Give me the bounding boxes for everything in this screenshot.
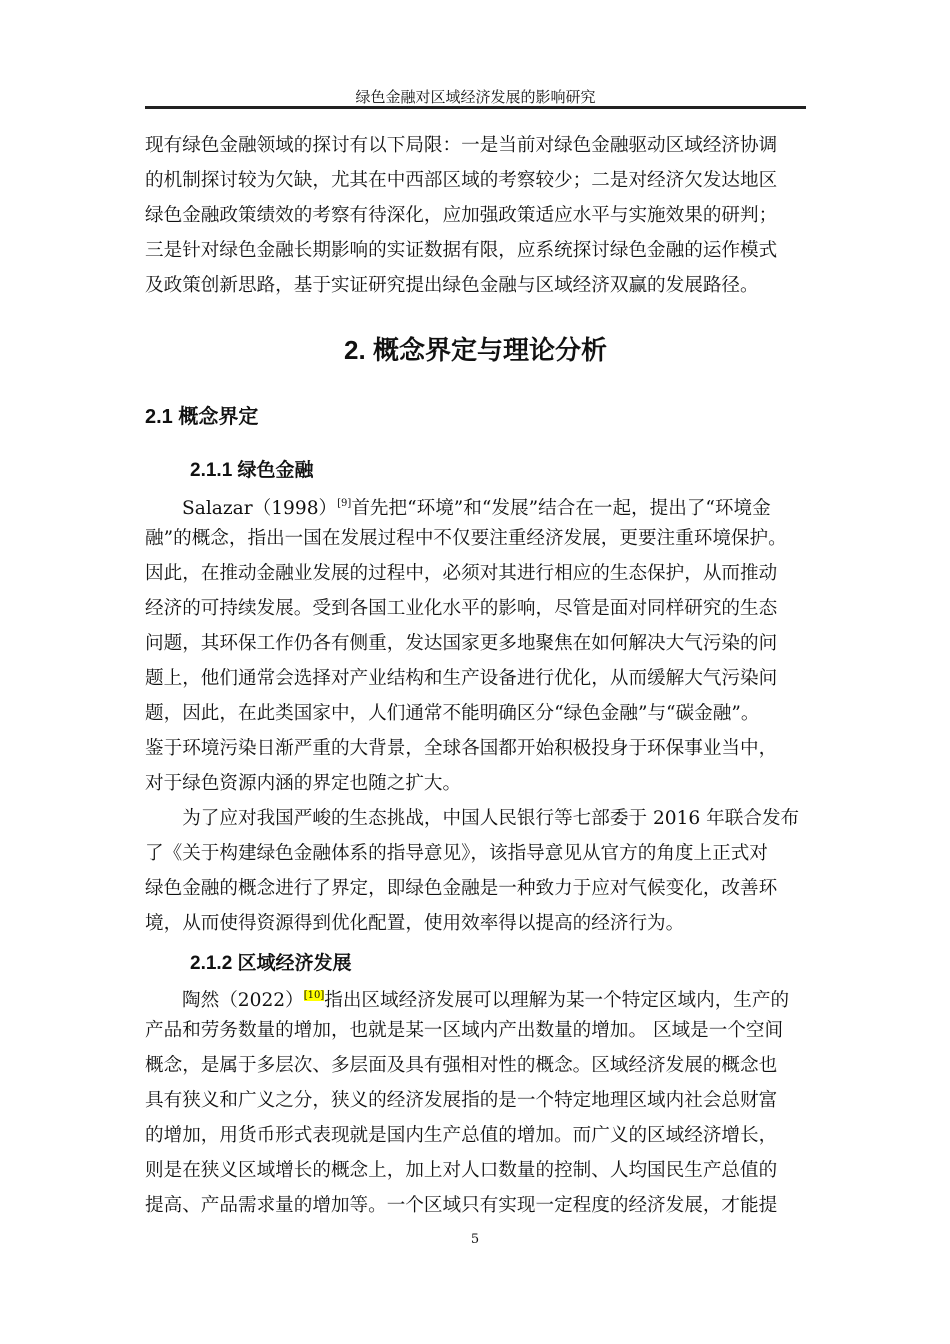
text-line: 的增加，用货币形式表现就是国内生产总值的增加。而广义的区域经济增长， — [145, 1125, 778, 1146]
text-line: 鉴于环境污染日渐严重的大背景，全球各国都开始积极投身于环保事业当中， — [145, 738, 778, 759]
text-line: 题，因此，在此类国家中，人们通常不能明确区分“绿色金融”与“碳金融”。 — [145, 703, 760, 724]
text-line: 经济的可持续发展。受到各国工业化水平的影响，尽管是面对同样研究的生态 — [145, 598, 778, 619]
text-line: 具有狭义和广义之分，狭义的经济发展指的是一个特定地理区域内社会总财富 — [145, 1090, 778, 1111]
text-line: 问题，其环保工作仍各有侧重，发达国家更多地聚焦在如何解决大气污染的问 — [145, 633, 778, 654]
text-line: 融”的概念，指出一国在发展过程中不仅要注重经济发展，更要注重环境保护。 — [145, 528, 787, 549]
reference-link[interactable]: [9] — [337, 498, 352, 509]
running-header: 绿色金融对区域经济发展的影响研究 — [355, 88, 596, 106]
text-span: 指出区域经济发展可以理解为某一个特定区域内，生产的 — [324, 990, 790, 1011]
text-line: 为了应对我国严峻的生态挑战，中国人民银行等七部委于 2016 年联合发布 — [145, 808, 800, 829]
text-line: 三是针对绿色金融长期影响的实证数据有限，应系统探讨绿色金融的运作模式 — [145, 240, 778, 261]
text-line: 绿色金融政策绩效的考察有待深化，应加强政策适应水平与实施效果的研判； — [145, 205, 778, 226]
text-line: 产品和劳务数量的增加，也就是某一区域内产出数量的增加。 区域是一个空间 — [145, 1020, 784, 1041]
text-line: 则是在狭义区域增长的概念上，加上对人口数量的控制、人均国民生产总值的 — [145, 1160, 778, 1181]
text-line: 现有绿色金融领域的探讨有以下局限：一是当前对绿色金融驱动区域经济协调 — [145, 135, 778, 156]
text-line: 绿色金融的概念进行了界定，即绿色金融是一种致力于应对气候变化，改善环 — [145, 878, 778, 899]
subsection-title-green-finance: 2.1.1 绿色金融 — [190, 460, 314, 481]
text-line: 提高、产品需求量的增加等。一个区域只有实现一定程度的经济发展，才能提 — [145, 1195, 778, 1216]
page-number: 5 — [470, 1232, 480, 1247]
text-line: 题上，他们通常会选择对产业结构和生产设备进行优化，从而缓解大气污染问 — [145, 668, 778, 689]
chapter-title: 2. 概念界定与理论分析 — [344, 335, 607, 365]
text-line: 的机制探讨较为欠缺，尤其在中西部区域的考察较少；二是对经济欠发达地区 — [145, 170, 778, 191]
citation-author: 陶然（2022） — [182, 990, 304, 1011]
text-line: 境，从而使得资源得到优化配置，使用效率得以提高的经济行为。 — [145, 913, 685, 934]
citation-author: Salazar（1998） — [182, 498, 338, 519]
text-line: 了《关于构建绿色金融体系的指导意见》，该指导意见从官方的角度上正式对 — [145, 843, 768, 864]
text-line: 因此，在推动金融业发展的过程中，必须对其进行相应的生态保护，从而推动 — [145, 563, 778, 584]
subsection-title-regional-economy: 2.1.2 区域经济发展 — [190, 953, 352, 974]
text-line: 及政策创新思路，基于实证研究提出绿色金融与区域经济双赢的发展路径。 — [145, 275, 759, 296]
text-line: 概念，是属于多层次、多层面及具有强相对性的概念。区域经济发展的概念也 — [145, 1055, 778, 1076]
paragraph-first-line — [145, 486, 810, 521]
text-line: 对于绿色资源内涵的界定也随之扩大。 — [145, 773, 462, 794]
text-span: 首先把“环境”和“发展”结合在一起，提出了“环境金 — [351, 498, 771, 519]
section-title: 2.1 概念界定 — [145, 406, 259, 428]
header-rule — [145, 106, 806, 109]
reference-link[interactable]: [10] — [303, 990, 325, 1001]
paragraph-first-line — [145, 978, 810, 1013]
